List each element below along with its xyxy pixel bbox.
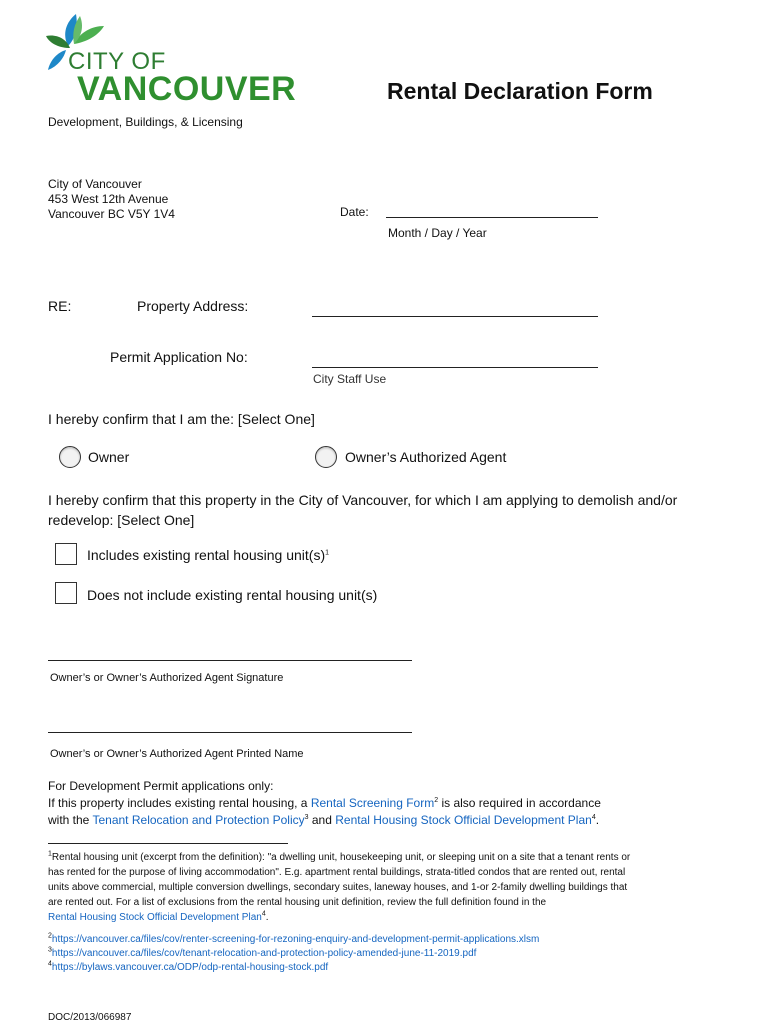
address-line-2: 453 West 12th Avenue (48, 192, 169, 206)
footnote-divider (48, 843, 288, 844)
property-prompt-line-1: I hereby confirm that this property in the City of Vancouver, for which I am applying to demolish and/or (48, 492, 678, 508)
printed-name-label: Owner’s or Owner’s Authorized Agent Printed Name (50, 748, 304, 760)
not-includes-rental-label: Does not include existing rental housing unit(s) (87, 587, 378, 603)
date-field[interactable] (386, 202, 598, 218)
note-line-1: For Development Permit applications only: (48, 779, 274, 793)
rental-housing-odp-link[interactable]: Rental Housing Stock Official Development Plan (335, 813, 592, 827)
document-id: DOC/2013/066987 (48, 1012, 132, 1023)
department-name: Development, Buildings, & Licensing (48, 115, 243, 129)
footnote-2-url[interactable]: https://vancouver.ca/files/cov/renter-screening-for-rezoning-enquiry-and-development-permit-applications.xlsm (51, 934, 540, 945)
footnote-3: $^3$https://vancouver.ca/files/cov/tenant-relocation-and-protection-policy-amended-june-11-2019.pdf (48, 946, 477, 959)
includes-rental-label: Includes existing rental housing $unit(s)^1$ (87, 547, 330, 563)
signature-label: Owner’s or Owner’s Authorized Agent Signature (50, 672, 284, 684)
city-address (48, 177, 175, 222)
footnote-4: $^4$https://bylaws.vancouver.ca/ODP/odp-rental-housing-stock.pdf (48, 960, 329, 973)
footnote-3-url[interactable]: https://vancouver.ca/files/cov/tenant-relocation-and-protection-policy-amended-june-11-2019.pdf (51, 948, 477, 959)
date-label: Date: (340, 205, 369, 219)
printed-name-field[interactable] (48, 712, 412, 732)
footnote-4-url[interactable]: https://bylaws.vancouver.ca/ODP/odp-rental-housing-stock.pdf (51, 962, 329, 973)
includes-rental-checkbox[interactable] (55, 543, 77, 565)
owner-radio[interactable] (59, 446, 81, 468)
printed-name-underline (48, 732, 412, 733)
authorized-agent-radio[interactable] (315, 446, 337, 468)
date-underline (386, 217, 598, 218)
re-label: RE: (48, 298, 72, 314)
note-line-3: with the Tenant Relocation and Protection Policy$^3$ and Rental Housing Stock Official Development Plan$^4$. (48, 813, 600, 827)
property-address-field[interactable] (312, 298, 598, 316)
authorized-agent-radio-label: Owner’s Authorized Agent (345, 449, 507, 465)
property-prompt (48, 490, 677, 530)
not-includes-rental-checkbox[interactable] (55, 582, 77, 604)
footnote-odp-link[interactable]: Rental Housing Stock Official Development Plan (48, 912, 262, 923)
date-format-hint: Month / Day / Year (388, 226, 487, 240)
role-prompt: I hereby confirm that I am the: [Select One] (48, 411, 315, 427)
permit-application-field[interactable] (312, 349, 598, 367)
property-address-label: Property Address: (137, 298, 249, 314)
logo-vancouver-text: VANCOUVER (77, 70, 297, 108)
rental-screening-form-link[interactable]: Rental Screening Form (310, 796, 435, 810)
owner-radio-label: Owner (88, 449, 130, 465)
footnote-urls (48, 933, 539, 975)
permit-application-underline (312, 367, 598, 368)
footnote-1: $^1$Rental housing unit (excerpt from the definition): "a dwelling unit, housekeeping unit, or sleeping unit on a site that a tenant rents or has rented for the purpose of living accommodation". E.g. apartment rental buildings, strata-titled condos that are rented out, rental units above commercial, multiple conversion dwellings, secondary suites, laneway houses, and 1-or 2-family dwelling buildings that are rented out. For a list of exclusions from the rental housing unit definition, review the full definition found in the Rental Housing Stock Official Development Plan$^4$. (48, 850, 631, 923)
permit-application-label: Permit Application No: (110, 349, 248, 365)
property-prompt-line-2: redevelop: [Select One] (48, 512, 195, 528)
property-address-underline (312, 316, 598, 317)
footnote-2: $^2$https://vancouver.ca/files/cov/renter-screening-for-rezoning-enquiry-and-development-permit-applications.xlsm (48, 932, 540, 945)
note-line-2: If this property includes existing rental housing, a Rental Screening Form$^2$ is also required in accordance (48, 796, 601, 810)
signature-underline (48, 660, 412, 661)
address-line-1: City of Vancouver (48, 177, 142, 191)
logo-city-text: CITY OF (68, 48, 166, 75)
form-title: Rental Declaration Form (387, 78, 653, 104)
signature-field[interactable] (48, 640, 412, 660)
development-permit-note (48, 778, 601, 829)
city-staff-use-hint: City Staff Use (313, 372, 387, 386)
address-line-3: Vancouver BC V5Y 1V4 (48, 207, 175, 221)
tenant-relocation-policy-link[interactable]: Tenant Relocation and Protection Policy (92, 813, 305, 827)
